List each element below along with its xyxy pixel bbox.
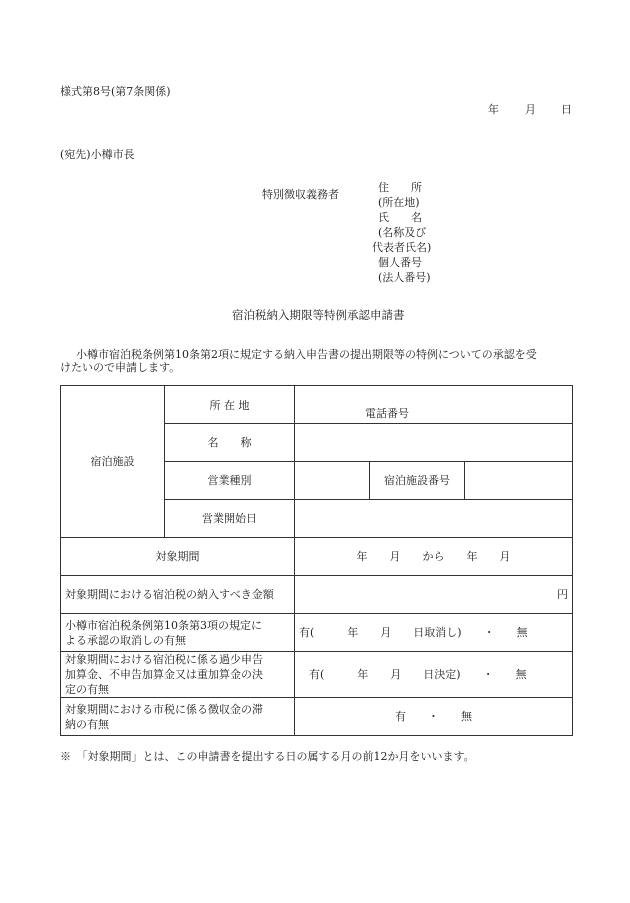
form-number: 様式第8号(第7条関係) [60, 85, 171, 98]
penalty-value[interactable]: 有( 年 月 日決定) ・ 無 [295, 652, 573, 698]
page-title: 宿泊税納入期限等特例承認申請書 [232, 308, 405, 322]
obligor-address: 住 所 [378, 181, 422, 194]
facility-number-field[interactable] [465, 462, 573, 500]
revocation-label-line-2: よる承認の取消しの有無 [65, 633, 186, 647]
business-type-label: 営業種別 [165, 462, 295, 500]
business-type-field[interactable] [295, 462, 370, 500]
start-date-label: 営業開始日 [165, 500, 295, 538]
application-table [60, 385, 573, 736]
date-day: 日 [561, 103, 572, 116]
location-field[interactable] [295, 386, 573, 424]
start-date-field[interactable] [295, 500, 573, 538]
arrears-label [61, 698, 295, 736]
name-field[interactable] [295, 424, 573, 462]
addressee: (宛先)小樽市長 [60, 148, 135, 161]
revocation-value[interactable]: 有( 年 月 日取消し) ・ 無 [295, 614, 573, 652]
footnote: ※ 「対象期間」とは、この申請書を提出する日の属する月の前12か月をいいます。 [60, 750, 475, 763]
location-label: 所 在 地 [165, 386, 295, 424]
date-year: 年 [488, 103, 499, 116]
body-line-2: けたいので申請します。 [60, 361, 181, 374]
arrears-label-line-2: 納の有無 [65, 717, 109, 731]
revocation-label [61, 614, 295, 652]
arrears-label-line-1: 対象期間における市税に係る徴収金の滞 [65, 702, 263, 716]
obligor-label: 特別徴収義務者 [262, 188, 339, 201]
phone-label: 電話番号 [365, 407, 409, 420]
name-label: 名 称 [165, 424, 295, 462]
amount-field[interactable] [295, 576, 573, 614]
amount-unit: 円 [557, 588, 569, 601]
obligor-name-sub2: 代表者氏名) [372, 241, 432, 254]
obligor-name: 氏 名 [378, 211, 422, 224]
facility-label: 宿泊施設 [61, 386, 165, 538]
facility-number-label: 宿泊施設番号 [370, 462, 465, 500]
period-value[interactable]: 年 月 から 年 月 [295, 538, 573, 576]
obligor-id-sub: (法人番号) [378, 271, 431, 284]
penalty-label-line-2: 加算金、不申告加算金又は重加算金の決 [65, 668, 263, 681]
penalty-label-line-1: 対象期間における宿泊税に係る過少申告 [65, 653, 263, 666]
obligor-name-sub1: (名称及び [378, 226, 427, 239]
obligor-address-sub: (所在地) [378, 196, 420, 209]
penalty-label-line-3: 定の有無 [65, 683, 109, 696]
obligor-id: 個人番号 [378, 256, 422, 269]
body-line-1: 小樽市宿泊税条例第10条第2項に規定する納入申告書の提出期限等の特例についての承認を受 [76, 348, 537, 361]
date-month: 月 [525, 103, 536, 116]
amount-label: 対象期間における宿泊税の納入すべき金額 [61, 576, 295, 614]
period-label: 対象期間 [61, 538, 295, 576]
revocation-label-line-1: 小樽市宿泊税条例第10条第3項の規定に [65, 618, 262, 632]
penalty-label [61, 652, 295, 698]
arrears-value[interactable]: 有 ・ 無 [295, 698, 573, 736]
